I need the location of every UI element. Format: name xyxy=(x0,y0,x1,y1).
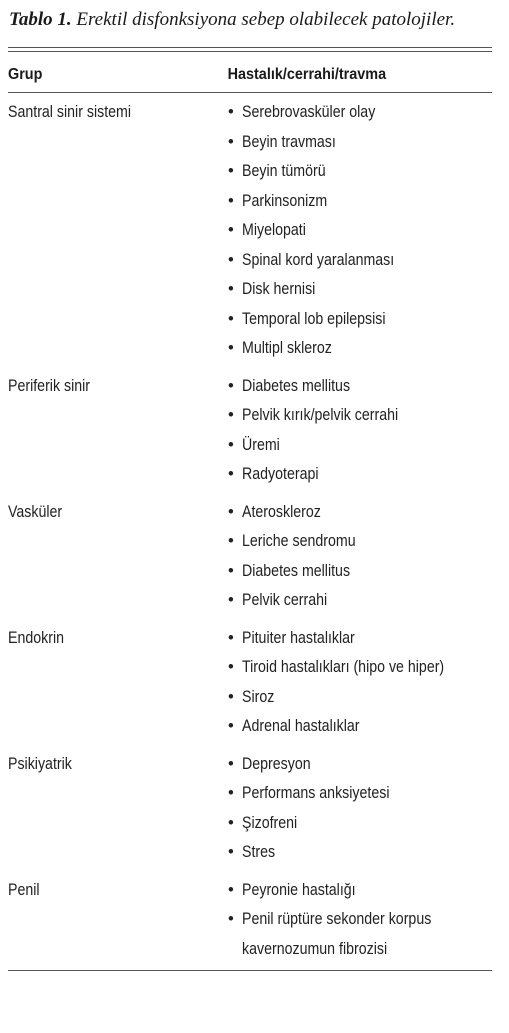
conditions-list xyxy=(228,876,492,965)
group-cell xyxy=(8,750,228,868)
list-item-text: Tiroid hastalıkları (hipo ve hiper) xyxy=(242,658,445,676)
list-item xyxy=(228,809,492,839)
bullet-icon: • xyxy=(228,910,234,928)
list-item xyxy=(228,401,492,431)
list-item xyxy=(228,431,492,461)
group-label: Penil xyxy=(8,880,40,899)
bullet-icon: • xyxy=(228,813,234,832)
list-item-text: Stres xyxy=(242,843,276,861)
list-item xyxy=(228,128,492,158)
bullet-icon: • xyxy=(228,843,234,861)
list-item-text: Beyin tümörü xyxy=(242,162,326,180)
conditions-list xyxy=(228,98,492,364)
list-item-text: Siroz xyxy=(242,687,275,706)
list-item xyxy=(228,275,492,305)
bullet-icon: • xyxy=(228,658,234,676)
bullet-icon: • xyxy=(228,435,234,454)
list-item-text: Miyelopati xyxy=(242,221,306,239)
list-item xyxy=(228,838,492,868)
group-cell xyxy=(8,624,228,742)
list-item xyxy=(228,683,492,713)
table-header-row xyxy=(8,58,444,92)
list-item-text: Temporal lob epilepsisi xyxy=(242,309,386,328)
group-label: Endokrin xyxy=(8,628,65,647)
bullet-icon: • xyxy=(228,880,234,899)
bullet-icon: • xyxy=(228,532,234,550)
caption-label: Tablo 1. xyxy=(9,9,72,30)
list-item xyxy=(228,779,492,809)
list-item-text: Şizofreni xyxy=(242,813,298,832)
bullet-icon: • xyxy=(228,591,234,609)
bullet-icon: • xyxy=(228,250,234,269)
list-item-text: Leriche sendromu xyxy=(242,532,356,550)
list-item xyxy=(228,586,492,616)
table-container xyxy=(8,6,492,971)
caption-text: Erektil disfonksiyona sebep olabilecek patolojiler. xyxy=(71,9,456,30)
list-item-text: Üremi xyxy=(242,435,280,454)
list-item xyxy=(228,905,492,935)
list-item-text: Serebrovasküler olay xyxy=(242,103,376,121)
bottom-rule xyxy=(8,970,492,971)
list-item xyxy=(228,527,492,557)
bullet-icon: • xyxy=(228,103,234,121)
bullet-icon: • xyxy=(228,406,234,424)
header-group: Grup xyxy=(8,66,43,83)
list-item xyxy=(228,653,492,683)
list-item xyxy=(228,712,492,742)
list-item xyxy=(228,216,492,246)
list-item-text: Penil rüptüre sekonder korpus xyxy=(242,910,432,928)
group-cell xyxy=(8,498,228,616)
bullet-icon: • xyxy=(228,784,234,802)
header-conditions: Hastalık/cerrahi/travma xyxy=(227,66,387,83)
list-item xyxy=(228,935,492,965)
bullet-icon: • xyxy=(228,502,234,521)
group-label: Vasküler xyxy=(8,502,63,521)
list-item-text: Spinal kord yaralanması xyxy=(242,250,395,269)
list-item-text: kavernozumun fibrozisi xyxy=(242,939,388,958)
list-item xyxy=(228,372,492,402)
list-item-text: Disk hernisi xyxy=(242,280,316,298)
group-label: Psikiyatrik xyxy=(8,754,72,773)
list-item-text: Diabetes mellitus xyxy=(242,561,351,580)
header-rule xyxy=(8,92,492,93)
table-row xyxy=(8,498,492,616)
bullet-icon: • xyxy=(228,309,234,328)
list-item xyxy=(228,624,492,654)
list-item-text: Pituiter hastalıklar xyxy=(242,628,355,647)
bullet-icon: • xyxy=(228,754,234,773)
list-item xyxy=(228,334,492,364)
list-item-text: Peyronie hastalığı xyxy=(242,880,356,899)
list-item xyxy=(228,876,492,906)
list-item xyxy=(228,557,492,587)
list-item-text: Parkinsonizm xyxy=(242,191,328,210)
bullet-icon: • xyxy=(228,162,234,180)
list-item xyxy=(228,305,492,335)
list-item xyxy=(228,187,492,217)
bullet-icon: • xyxy=(228,132,234,151)
group-label: Santral sinir sistemi xyxy=(8,103,132,121)
bullet-icon: • xyxy=(228,339,234,357)
list-item-text: Diabetes mellitus xyxy=(242,376,351,395)
bullet-icon: • xyxy=(228,465,234,483)
table-row xyxy=(8,750,492,868)
list-item xyxy=(228,98,492,128)
table-row xyxy=(8,624,492,742)
group-cell xyxy=(8,98,228,364)
list-item-text: Pelvik cerrahi xyxy=(242,591,328,609)
bullet-icon: • xyxy=(228,280,234,298)
conditions-list xyxy=(228,750,492,868)
list-item xyxy=(228,460,492,490)
list-item xyxy=(228,246,492,276)
list-item-text: Ateroskleroz xyxy=(242,502,321,521)
list-item-text: Depresyon xyxy=(242,754,311,773)
list-item xyxy=(228,498,492,528)
table-caption xyxy=(8,6,492,33)
list-item-text: Beyin travması xyxy=(242,132,336,151)
bullet-icon: • xyxy=(228,628,234,647)
list-item xyxy=(228,750,492,780)
table-row xyxy=(8,98,492,364)
table-row xyxy=(8,876,492,965)
bullet-icon: • xyxy=(228,717,234,735)
list-item-text: Multipl skleroz xyxy=(242,339,332,357)
list-item-text: Performans anksiyetesi xyxy=(242,784,390,802)
bullet-icon: • xyxy=(228,191,234,210)
group-cell xyxy=(8,876,228,965)
bullet-icon: • xyxy=(228,687,234,706)
bullet-icon: • xyxy=(228,221,234,239)
conditions-list xyxy=(228,372,492,490)
list-item-text: Adrenal hastalıklar xyxy=(242,717,360,735)
conditions-list xyxy=(228,498,492,616)
bullet-icon: • xyxy=(228,376,234,395)
list-item-text: Pelvik kırık/pelvik cerrahi xyxy=(242,406,399,424)
conditions-list xyxy=(228,624,492,742)
bullet-icon: • xyxy=(228,561,234,580)
list-item xyxy=(228,157,492,187)
list-item-text: Radyoterapi xyxy=(242,465,319,483)
group-label: Periferik sinir xyxy=(8,376,91,395)
table-body xyxy=(8,98,492,964)
top-double-rule xyxy=(8,47,492,52)
table-row xyxy=(8,372,492,490)
group-cell xyxy=(8,372,228,490)
